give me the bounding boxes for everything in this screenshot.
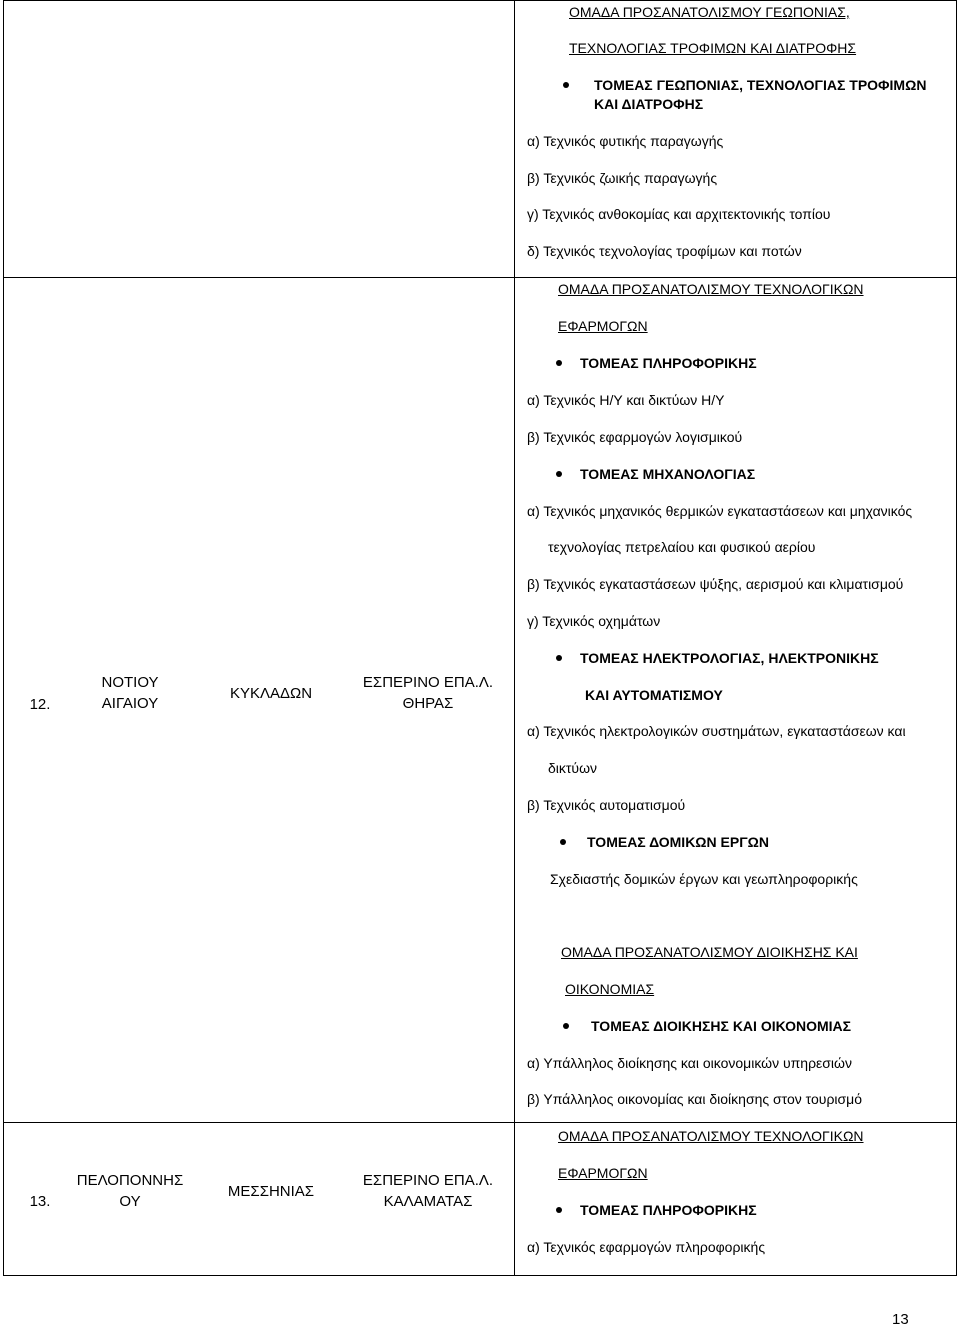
specialty-item: γ) Τεχνικός ανθοκομίας και αρχιτεκτονικής τοπίου bbox=[527, 206, 831, 222]
specialty-item: α) Τεχνικός φυτικής παραγωγής bbox=[527, 133, 724, 149]
specialty-item: β) Τεχνικός εφαρμογών λογισμικού bbox=[527, 429, 743, 445]
group-heading: ΤΕΧΝΟΛΟΓΙΑΣ ΤΡΟΦΙΜΩΝ ΚΑΙ ΔΙΑΤΡΟΦΗΣ bbox=[569, 40, 857, 56]
group-heading: ΕΦΑΡΜΟΓΩΝ bbox=[558, 318, 648, 334]
specialty-item: Σχεδιαστής δομικών έργων και γεωπληροφορικής bbox=[550, 871, 858, 887]
group-heading: ΟΜΑΔΑ ΠΡΟΣΑΝΑΤΟΛΙΣΜΟΥ ΔΙΟΙΚΗΣΗΣ ΚΑΙ bbox=[561, 944, 858, 960]
row-number: 13. bbox=[29, 1193, 51, 1210]
sector-heading: ΤΟΜΕΑΣ ΓΕΩΠΟΝΙΑΣ, ΤΕΧΝΟΛΟΓΙΑΣ ΤΡΟΦΙΜΩΝ bbox=[594, 77, 927, 93]
page-number: 13 bbox=[892, 1311, 909, 1328]
school-cell bbox=[346, 672, 510, 714]
sector-heading: ΚΑΙ ΑΥΤΟΜΑΤΙΣΜΟΥ bbox=[585, 687, 723, 703]
school-line: ΚΑΛΑΜΑΤΑΣ bbox=[383, 1193, 473, 1210]
bullet-icon bbox=[563, 1023, 569, 1029]
bullet-icon bbox=[556, 471, 562, 477]
region-line: ΟΥ bbox=[119, 1193, 141, 1210]
specialty-item: α) Τεχνικός Η/Υ και δικτύων Η/Υ bbox=[527, 392, 725, 408]
region-cell bbox=[68, 1170, 192, 1212]
school-line: ΕΣΠΕΡΙΝΟ ΕΠΑ.Λ. bbox=[362, 1172, 494, 1189]
school-cell bbox=[346, 1170, 510, 1212]
row-number: 12. bbox=[29, 696, 51, 713]
specialty-item: β) Τεχνικός αυτοματισμού bbox=[527, 797, 686, 813]
specialty-item: β) Τεχνικός εγκαταστάσεων ψύξης, αερισμού και κλιματισμού bbox=[527, 576, 904, 592]
bullet-icon bbox=[560, 839, 566, 845]
row-divider bbox=[3, 1122, 957, 1123]
region-cell bbox=[68, 672, 192, 714]
sector-heading: ΤΟΜΕΑΣ ΔΙΟΙΚΗΣΗΣ ΚΑΙ ΟΙΚΟΝΟΜΙΑΣ bbox=[591, 1018, 852, 1034]
sector-heading: ΤΟΜΕΑΣ ΠΛΗΡΟΦΟΡΙΚΗΣ bbox=[580, 1202, 757, 1218]
region-line: ΠΕΛΟΠΟΝΝΗΣ bbox=[76, 1172, 184, 1189]
specialty-item: τεχνολογίας πετρελαίου και φυσικού αερίου bbox=[548, 539, 816, 555]
bullet-icon bbox=[563, 82, 569, 88]
group-heading: ΟΜΑΔΑ ΠΡΟΣΑΝΑΤΟΛΙΣΜΟΥ ΓΕΩΠΟΝΙΑΣ, bbox=[569, 4, 850, 20]
sector-heading: ΤΟΜΕΑΣ ΠΛΗΡΟΦΟΡΙΚΗΣ bbox=[580, 355, 757, 371]
bullet-icon bbox=[556, 360, 562, 366]
specialty-item: β) Τεχνικός ζωικής παραγωγής bbox=[527, 170, 718, 186]
specialty-item: δ) Τεχνικός τεχνολογίας τροφίμων και ποτών bbox=[527, 243, 802, 259]
specialty-item: α) Τεχνικός ηλεκτρολογικών συστημάτων, εγκαταστάσεων και bbox=[527, 723, 906, 739]
table-left-border bbox=[3, 0, 4, 1276]
school-line: ΘΗΡΑΣ bbox=[402, 695, 454, 712]
specialty-item: δικτύων bbox=[548, 760, 598, 776]
specialty-item: α) Τεχνικός εφαρμογών πληροφορικής bbox=[527, 1239, 766, 1255]
school-line: ΕΣΠΕΡΙΝΟ ΕΠΑ.Λ. bbox=[362, 674, 494, 691]
table-bottom-border bbox=[3, 1275, 957, 1276]
bullet-icon bbox=[556, 1207, 562, 1213]
sector-heading: ΤΟΜΕΑΣ ΜΗΧΑΝΟΛΟΓΙΑΣ bbox=[580, 466, 756, 482]
prefecture-cell: ΚΥΚΛΑΔΩΝ bbox=[229, 685, 313, 702]
specialty-item: γ) Τεχνικός οχημάτων bbox=[527, 613, 661, 629]
row-divider bbox=[3, 277, 957, 278]
sector-heading: ΤΟΜΕΑΣ ΗΛΕΚΤΡΟΛΟΓΙΑΣ, ΗΛΕΚΤΡΟΝΙΚΗΣ bbox=[580, 650, 879, 666]
specialty-item: α) Τεχνικός μηχανικός θερμικών εγκαταστάσεων και μηχανικός bbox=[527, 503, 913, 519]
table-right-border bbox=[956, 0, 957, 1276]
specialty-item: β) Υπάλληλος οικονομίας και διοίκησης στον τουρισμό bbox=[527, 1091, 863, 1107]
sector-heading: ΤΟΜΕΑΣ ΔΟΜΙΚΩΝ ΕΡΓΩΝ bbox=[587, 834, 769, 850]
region-line: ΑΙΓΑΙΟΥ bbox=[101, 695, 159, 712]
group-heading: ΟΜΑΔΑ ΠΡΟΣΑΝΑΤΟΛΙΣΜΟΥ ΤΕΧΝΟΛΟΓΙΚΩΝ bbox=[558, 281, 864, 297]
group-heading: ΟΜΑΔΑ ΠΡΟΣΑΝΑΤΟΛΙΣΜΟΥ ΤΕΧΝΟΛΟΓΙΚΩΝ bbox=[558, 1128, 864, 1144]
region-line: ΝΟΤΙΟΥ bbox=[101, 674, 159, 691]
table-top-border bbox=[3, 0, 957, 1]
prefecture-cell: ΜΕΣΣΗΝΙΑΣ bbox=[227, 1183, 315, 1200]
sector-heading: ΚΑΙ ΔΙΑΤΡΟΦΗΣ bbox=[594, 96, 704, 112]
column-divider bbox=[514, 0, 515, 1276]
bullet-icon bbox=[556, 655, 562, 661]
specialty-item: α) Υπάλληλος διοίκησης και οικονομικών υπηρεσιών bbox=[527, 1055, 852, 1071]
group-heading: ΕΦΑΡΜΟΓΩΝ bbox=[558, 1165, 648, 1181]
group-heading: ΟΙΚΟΝΟΜΙΑΣ bbox=[565, 981, 655, 997]
